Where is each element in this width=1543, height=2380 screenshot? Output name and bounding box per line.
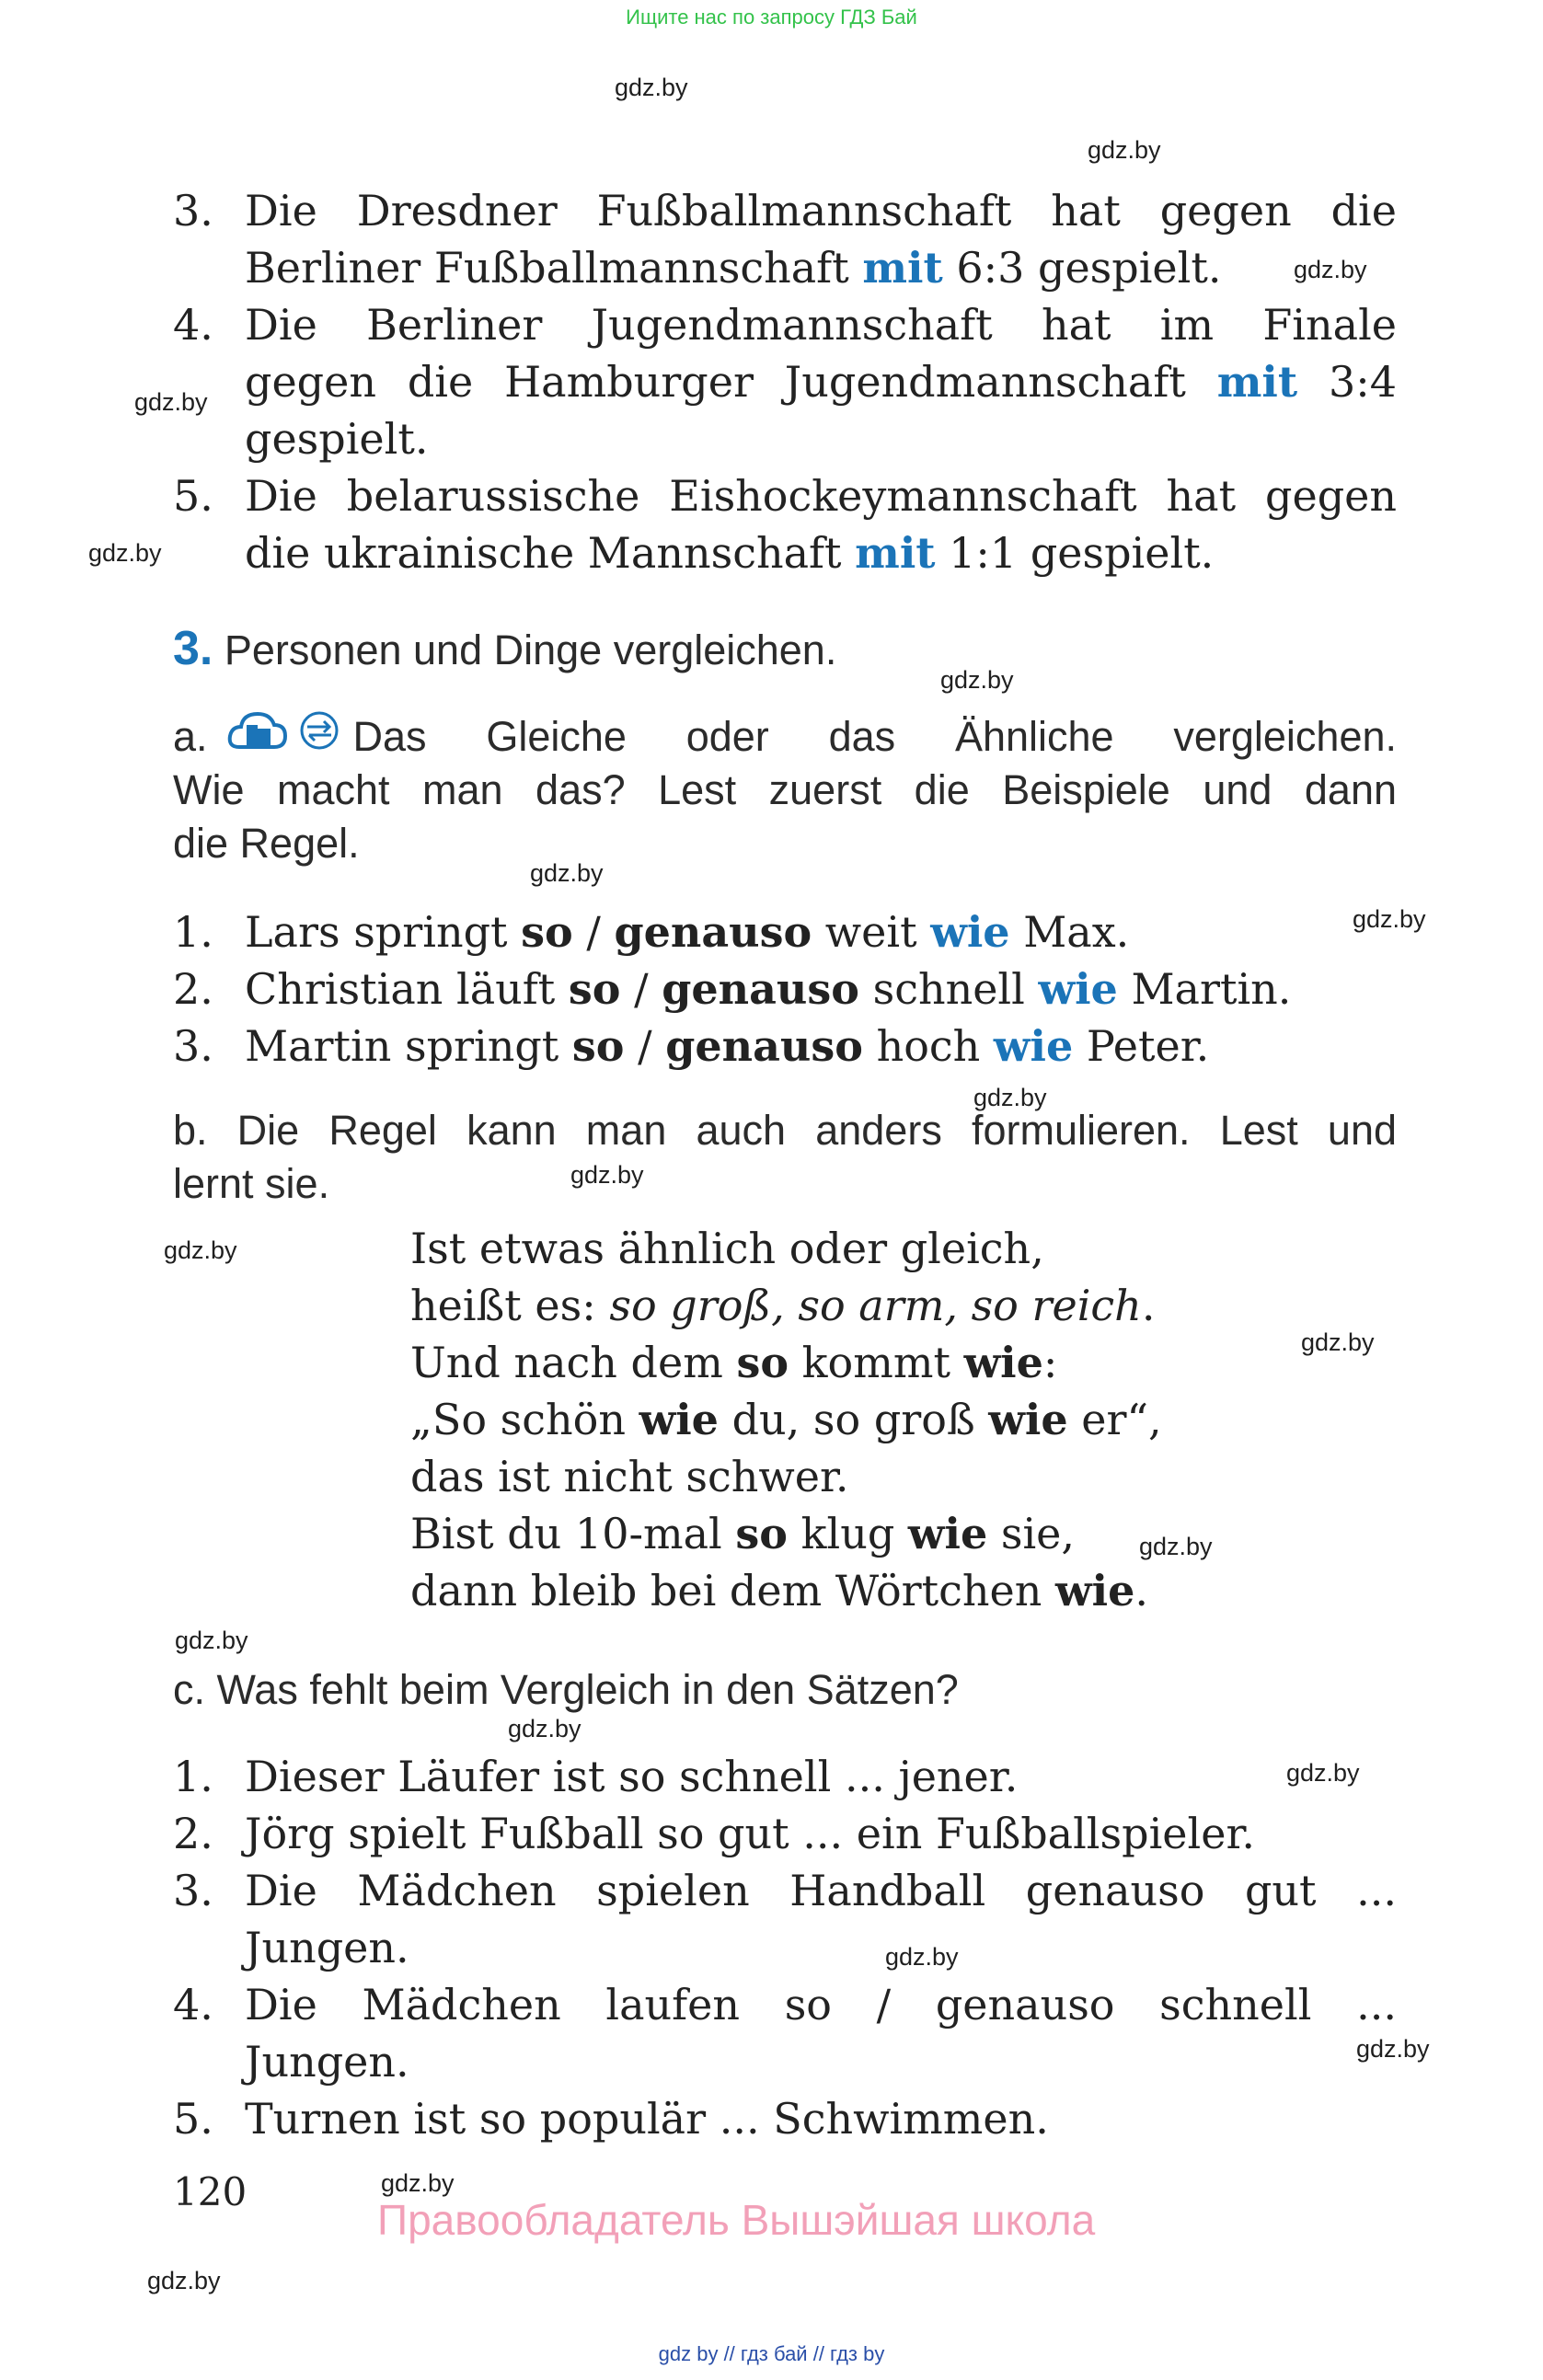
item-number: 2. <box>173 1809 213 1858</box>
example-item: 3. Martin springt so / genauso hoch wie Peter. <box>173 1018 1397 1075</box>
item-line: die ukrainische Mannschaft mit 1:1 gespielt. <box>245 528 1215 578</box>
exercise-item: 4. Die Mädchen laufen so / genauso schnell ... Jungen. <box>173 1976 1397 2090</box>
item-number: 4. <box>173 1980 213 2029</box>
task-number: 3. <box>173 622 213 675</box>
example-item: 2. Christian läuft so / genauso schnell wie Martin. <box>173 960 1397 1018</box>
watermark: gdz.by <box>88 539 162 567</box>
watermark: gdz.by <box>1286 1759 1360 1787</box>
keyword-mit: mit <box>862 243 943 293</box>
copyright-notice: Правообладатель Вышэйшая школа <box>377 2196 1096 2244</box>
poem-line: dann bleib bei dem Wörtchen wie. <box>410 1566 1148 1615</box>
part-b-line: lernt sie. <box>173 1160 330 1207</box>
watermark: gdz.by <box>1294 256 1367 283</box>
watermark: gdz.by <box>147 2267 221 2294</box>
exercise-item: 2. Jörg spielt Fußball so gut ... ein Fußballspieler. <box>173 1805 1397 1862</box>
top-banner: Ищите нас по запросу ГДЗ Бай <box>626 6 917 29</box>
example-item: 1. Lars springt so / genauso weit wie Max. <box>173 903 1397 960</box>
watermark: gdz.by <box>615 74 688 101</box>
item-number: 1. <box>173 907 213 957</box>
item-number: 2. <box>173 964 213 1014</box>
part-b-line: b. Die Regel kann man auch anders formulieren. Lest und <box>173 1107 1397 1154</box>
keyword-wie: wie <box>1038 964 1118 1014</box>
item-line: Berliner Fußballmannschaft mit 6:3 gespielt. <box>245 243 1222 293</box>
poem-line: Ist etwas ähnlich oder gleich, <box>410 1224 1044 1273</box>
watermark: gdz.by <box>1353 905 1426 933</box>
task-heading <box>173 622 836 677</box>
listen-arrow-icon <box>298 709 340 765</box>
poem-line: Bist du 10-mal so klug wie sie, <box>410 1509 1076 1558</box>
watermark: gdz.by <box>1356 2035 1430 2063</box>
watermark: gdz.by <box>885 1943 959 1971</box>
item-line: gegen die Hamburger Jugendmannschaft mit 3:4 <box>245 357 1398 407</box>
poem-line: das ist nicht schwer. <box>410 1452 849 1501</box>
watermark: gdz.by <box>1139 1533 1213 1560</box>
item-line: Die belarussische Eishockeymannschaft hat gegen <box>245 471 1397 521</box>
watermark: gdz.by <box>175 1627 248 1654</box>
watermark: gdz.by <box>1301 1328 1375 1356</box>
watermark: gdz.by <box>1088 136 1161 164</box>
poem-line: heißt es: so groß, so arm, so reich. <box>410 1281 1156 1330</box>
item-number: 4. <box>173 300 213 350</box>
exercise-item: 5. Turnen ist so populär ... Schwimmen. <box>173 2090 1397 2147</box>
item-number: 5. <box>173 2094 213 2144</box>
rule-poem <box>410 1224 1162 1623</box>
part-b-instruction <box>173 1104 1397 1211</box>
part-a-line: die Regel. <box>173 820 360 867</box>
keyword-mit: mit <box>855 528 936 578</box>
keyword-wie: wie <box>993 1021 1074 1071</box>
list-item <box>173 296 1397 467</box>
task-title: Personen und Dinge vergleichen. <box>224 627 837 673</box>
watermark: gdz.by <box>973 1084 1047 1111</box>
part-a-line: Wie macht man das? Lest zuerst die Beispiele und dann <box>173 766 1397 813</box>
part-a-label: a. <box>173 713 208 760</box>
part-a-line: Das Gleiche oder das Ähnliche vergleichen. <box>352 713 1397 760</box>
watermark: gdz.by <box>134 388 208 416</box>
part-c-title: c. Was fehlt beim Vergleich in den Sätzen? <box>173 1666 959 1713</box>
part-a-instruction <box>173 710 1397 870</box>
keyword-mit: mit <box>1216 357 1298 407</box>
bottom-links[interactable]: gdz by // гдз бай // гдз by <box>658 2342 885 2365</box>
item-number: 5. <box>173 471 213 521</box>
page-number: 120 <box>173 2169 248 2214</box>
item-line: gespielt. <box>245 414 429 464</box>
item-number: 1. <box>173 1752 213 1801</box>
item-line: Die Dresdner Fußballmannschaft hat gegen die <box>245 186 1397 236</box>
poem-line: Und nach dem so kommt wie: <box>410 1338 1058 1387</box>
list-item <box>173 467 1397 581</box>
exercise-item: 1. Dieser Läufer ist so schnell ... jener. <box>173 1748 1397 1805</box>
watermark: gdz.by <box>164 1236 237 1264</box>
item-number: 3. <box>173 1866 213 1915</box>
watermark: gdz.by <box>508 1715 582 1742</box>
cloud-folder-icon <box>226 707 289 767</box>
exercise-item: 3. Die Mädchen spielen Handball genauso gut ... Jungen. <box>173 1862 1397 1976</box>
watermark: gdz.by <box>381 2169 455 2197</box>
item-number: 3. <box>173 186 213 236</box>
watermark: gdz.by <box>570 1161 644 1189</box>
keyword-wie: wie <box>930 907 1010 957</box>
watermark: gdz.by <box>940 666 1014 694</box>
item-line: Die Berliner Jugendmannschaft hat im Finale <box>245 300 1397 350</box>
poem-line: „So schön wie du, so groß wie er“, <box>410 1395 1162 1444</box>
watermark: gdz.by <box>530 859 604 887</box>
list-item <box>173 182 1397 296</box>
item-number: 3. <box>173 1021 213 1071</box>
